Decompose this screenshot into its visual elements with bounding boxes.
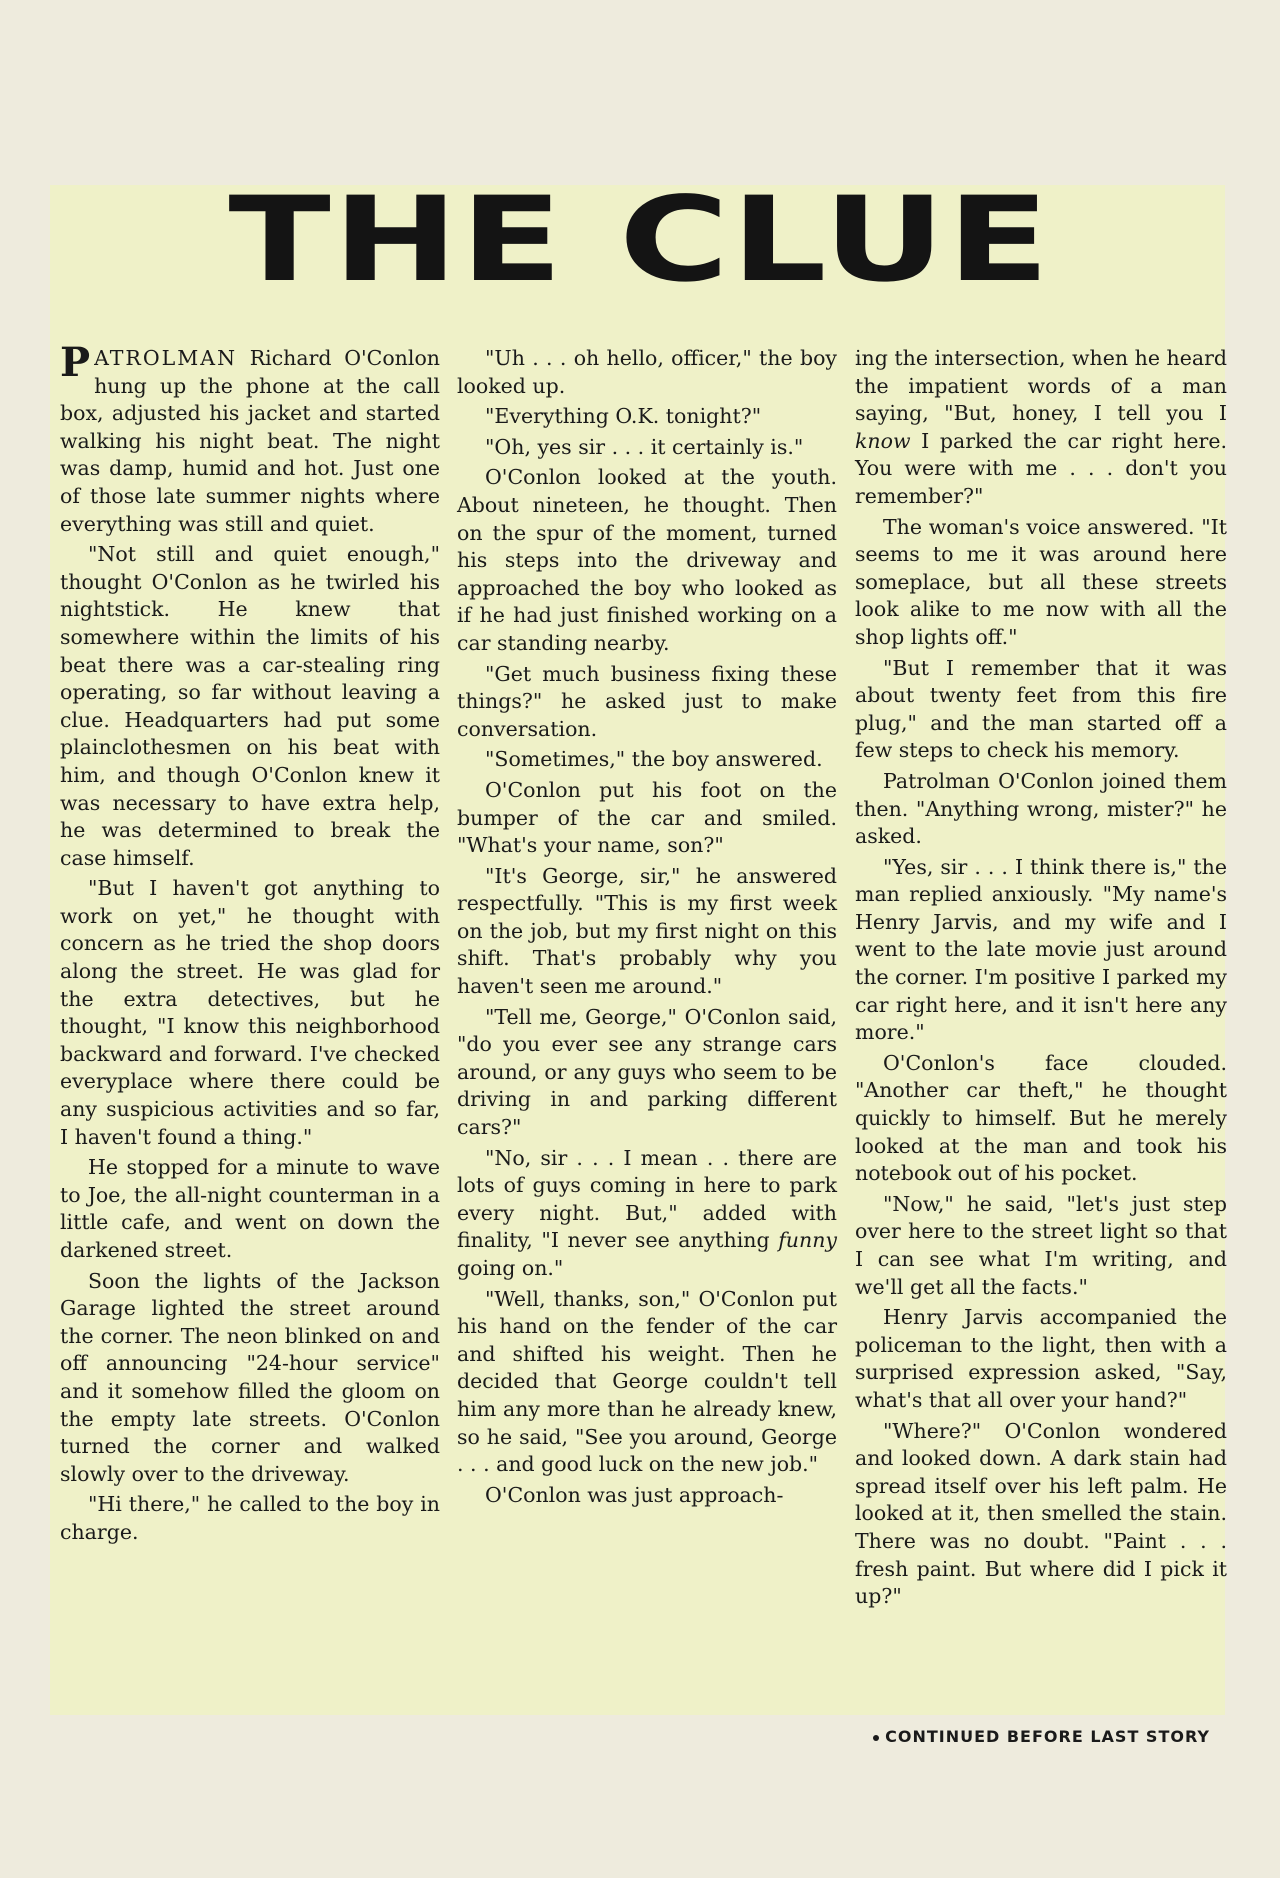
- drop-cap: P: [60, 339, 91, 386]
- paragraph: "But I remember that it was about twenty feet from this fire plug," and the man started off a few steps to check his memory.: [855, 655, 1227, 763]
- paragraph: [457, 1145, 837, 1283]
- paragraph: Henry Jarvis accompanied the policeman to the light, then with a surprised expression asked, "Say, what's that all over your hand?": [855, 1305, 1227, 1412]
- paragraph: Soon the lights of the Jackson Garage lighted the street around the corner. The neon blinked on and off announcing "24-hour service" and it somehow filled the gloom on the empty late streets. O'Conlon turned the corner and walked slowly over to the driveway.: [60, 1268, 440, 1486]
- paragraph: "Yes, sir . . . I think there is," the man replied anxiously. "My name's Henry Jarvis, and my wife and I went to the late movie just around the corner. I'm positive I parked my car right here, and it isn't here any more.": [855, 854, 1227, 1045]
- paragraph: "Hi there," he called to the boy in charge.: [60, 1492, 440, 1544]
- paragraph: O'Conlon looked at the youth. About nineteen, he thought. Then on the spur of the moment, turned his steps into the driveway and approached the boy who looked as if he had just finished working on a car standing nearby.: [457, 465, 837, 655]
- paragraph: "Tell me, George," O'Conlon said, "do you ever see any strange cars around, or any guys who seem to be driving in and parking different cars?": [457, 1004, 837, 1140]
- paragraph: "Now," he said, "let's just step over here to the street light so that I can see what I'm writing, and we'll get all the facts.": [855, 1191, 1227, 1299]
- continued-text: CONTINUED BEFORE LAST STORY: [885, 1727, 1210, 1746]
- emphasis-text: funny: [778, 1228, 837, 1253]
- paragraph: He stopped for a minute to wave to Joe, the all-night counterman in a little cafe, and went on down the darkened street.: [60, 1155, 440, 1262]
- paragraph: "But I haven't got anything to work on yet," he thought with concern as he tried the shop doors along the street. He was glad for the extra detectives, but he thought, "I know this neighborhood backward and forward. I've checked everyplace where there could be any suspicious activities and so far, I haven't found a thing.": [60, 876, 440, 1149]
- paragraph: "It's George, sir," he answered respectfully. "This is my first week on the job, but my first night on this shift. That's probably why you haven't seen me around.": [457, 863, 837, 999]
- text-column-2: [457, 345, 837, 1512]
- paragraph: "Well, thanks, son," O'Conlon put his hand on the fender of the car and shifted his weight. Then he decided that George couldn't tell him any more than he already knew, so he said, "See you around, George . . . and good luck on the new job.": [457, 1286, 837, 1477]
- paragraph: "Everything O.K. tonight?": [485, 404, 762, 429]
- paragraph: "Get much business fixing these things?" he asked just to make conversation.: [457, 661, 837, 741]
- paragraph: O'Conlon's face clouded. "Another car theft," he thought quickly to himself. But he merely looked at the man and took his notebook out of his pocket.: [855, 1050, 1227, 1186]
- paragraph: [60, 339, 440, 538]
- paragraph-text: I parked the car right here. You were with me . . . don't you remember?": [855, 428, 1227, 508]
- bullet-icon: [873, 1735, 879, 1741]
- paragraph: "Where?" O'Conlon wondered and looked down. A dark stain had spread itself over his left palm. He looked at it, then smelled the stain. There was no doubt. "Paint . . . fresh paint. But where did I pick it up?": [855, 1418, 1227, 1609]
- paragraph: "Oh, yes sir . . . it certainly is.": [485, 434, 804, 459]
- paragraph: The woman's voice answered. "It seems to me it was around here someplace, but all these streets look alike to me now with all the shop lights off.": [855, 514, 1227, 649]
- paragraph-text: ing the intersection, when he heard the impatient words of a man saying, "But, honey, I tell you I: [855, 346, 1227, 426]
- text-column-3: [855, 345, 1227, 1614]
- paragraph-text: Richard O'Conlon hung up the phone at the call box, adjusted his jacket and started walking his night beat. The night was damp, humid and hot. Just one of those late summer nights where everything was still and quiet.: [60, 346, 440, 536]
- text-column-1: [60, 339, 440, 1550]
- emphasis-text: know: [855, 428, 911, 453]
- paragraph: O'Conlon put his foot on the bumper of the car and smiled. "What's your name, son?": [457, 777, 837, 858]
- paragraph-text: "No, sir . . . I mean . . there are lots of guys coming in here to park every night. But," added with finality, "I never see anything: [457, 1145, 837, 1253]
- story-title: THE CLUE: [228, 172, 1052, 309]
- paragraph-text: going on.": [457, 1256, 564, 1280]
- paragraph: [855, 345, 1227, 511]
- paragraph: O'Conlon was just approach-: [485, 1482, 784, 1507]
- paragraph: "Not still and quiet enough," thought O'Conlon as he twirled his nightstick. He knew that somewhere within the limits of his beat there was a car-stealing ring operating, so far without leaving a clue. Headquarters had put some plainclothesmen on his beat with him, and though O'Conlon knew it was necessary to have extra help, he was determined to break the case himself.: [60, 542, 440, 870]
- paragraph: Patrolman O'Conlon joined them then. "Anything wrong, mister?" he asked.: [855, 768, 1227, 849]
- paragraph: "Uh . . . oh hello, officer," the boy looked up.: [457, 346, 837, 398]
- continued-note: [870, 1727, 1210, 1746]
- paragraph: "Sometimes," the boy answered.: [485, 747, 823, 772]
- lead-word: ATROLMAN: [94, 346, 238, 370]
